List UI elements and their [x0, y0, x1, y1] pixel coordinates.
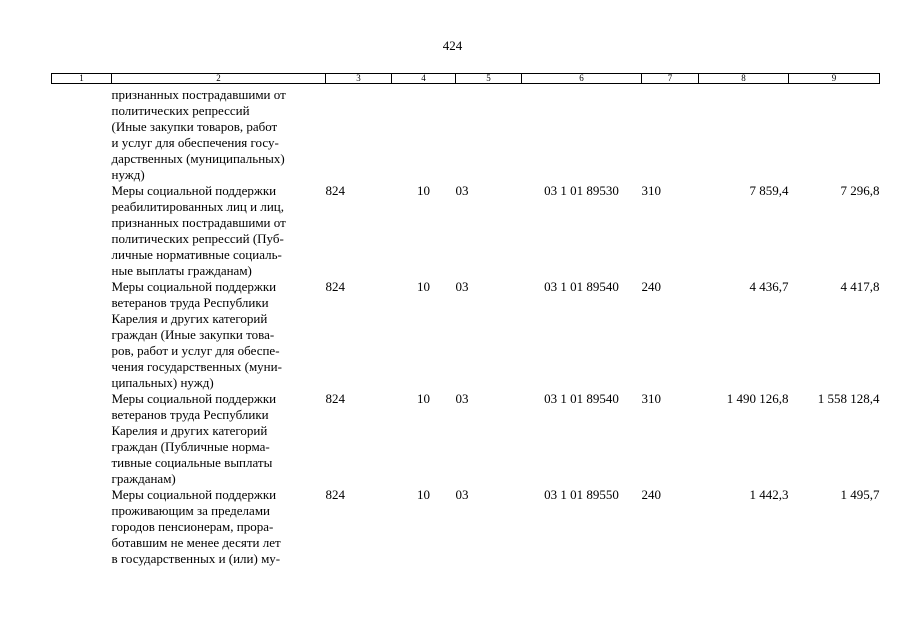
table-row [52, 487, 880, 567]
section-code: 10 [417, 487, 430, 502]
column-header-8: 8 [699, 74, 789, 84]
target-item-code: 03 1 01 89540 [544, 391, 619, 406]
column-header-5: 5 [456, 74, 522, 84]
table-row [52, 183, 880, 279]
expense-type-code: 310 [641, 391, 661, 406]
expense-type-code: 240 [641, 487, 661, 502]
section-code: 10 [417, 183, 430, 198]
amount-2024: 4 417,8 [840, 279, 880, 294]
column-header-3: 3 [326, 74, 392, 84]
table-row [52, 84, 880, 184]
column-header-2: 2 [112, 74, 326, 84]
subsection-code: 03 [455, 391, 469, 406]
column-header-4: 4 [392, 74, 456, 84]
row-name: признанных пострадавшими от политических репрессий (Иные закупки товаров, работ и услуг для обеспечения госу- дарственных (муниципальных) нужд) [111, 87, 286, 182]
target-item-code: 03 1 01 89530 [544, 183, 619, 198]
row-name: Меры социальной поддержки ветеранов труда Республики Карелия и других категорий граждан (Публичные норма- тивные социальные выплаты гражданам) [111, 391, 277, 486]
expense-type-code: 310 [641, 183, 661, 198]
amount-2024: 1 495,7 [840, 487, 880, 502]
amount-2023: 1 490 126,8 [726, 391, 789, 406]
table-row [52, 391, 880, 487]
target-item-code: 03 1 01 89550 [544, 487, 619, 502]
column-header-1: 1 [52, 74, 112, 84]
amount-2023: 1 442,3 [749, 487, 789, 502]
amount-2024: 1 558 128,4 [817, 391, 880, 406]
column-header-9: 9 [789, 74, 880, 84]
subsection-code: 03 [455, 279, 469, 294]
row-name: Меры социальной поддержки реабилитированных лиц и лиц, признанных пострадавшими от политических репрессий (Пуб- личные нормативные социаль- ные выплаты гражданам) [111, 183, 286, 278]
table-row [52, 279, 880, 391]
page-number: 424 [442, 38, 463, 53]
expense-type-code: 240 [641, 279, 661, 294]
grbs-code: 824 [325, 487, 345, 502]
budget-table [51, 73, 880, 567]
row-name: Меры социальной поддержки ветеранов труда Республики Карелия и других категорий граждан (Иные закупки това- ров, работ и услуг для обеспе- чения государственных (муни- ципальных) нужд) [111, 279, 282, 390]
section-code: 10 [417, 279, 430, 294]
column-header-6: 6 [522, 74, 642, 84]
subsection-code: 03 [455, 183, 469, 198]
amount-2023: 4 436,7 [749, 279, 789, 294]
section-code: 10 [417, 391, 430, 406]
target-item-code: 03 1 01 89540 [544, 279, 619, 294]
grbs-code: 824 [325, 183, 345, 198]
subsection-code: 03 [455, 487, 469, 502]
amount-2023: 7 859,4 [749, 183, 789, 198]
column-header-7: 7 [642, 74, 699, 84]
row-name: Меры социальной поддержки проживающим за пределами городов пенсионерам, прора- ботавшим не менее десяти лет в государственных и (или) му- [111, 487, 281, 566]
grbs-code: 824 [325, 279, 345, 294]
header-row [52, 74, 880, 84]
grbs-code: 824 [325, 391, 345, 406]
table-body [52, 84, 880, 568]
amount-2024: 7 296,8 [840, 183, 880, 198]
